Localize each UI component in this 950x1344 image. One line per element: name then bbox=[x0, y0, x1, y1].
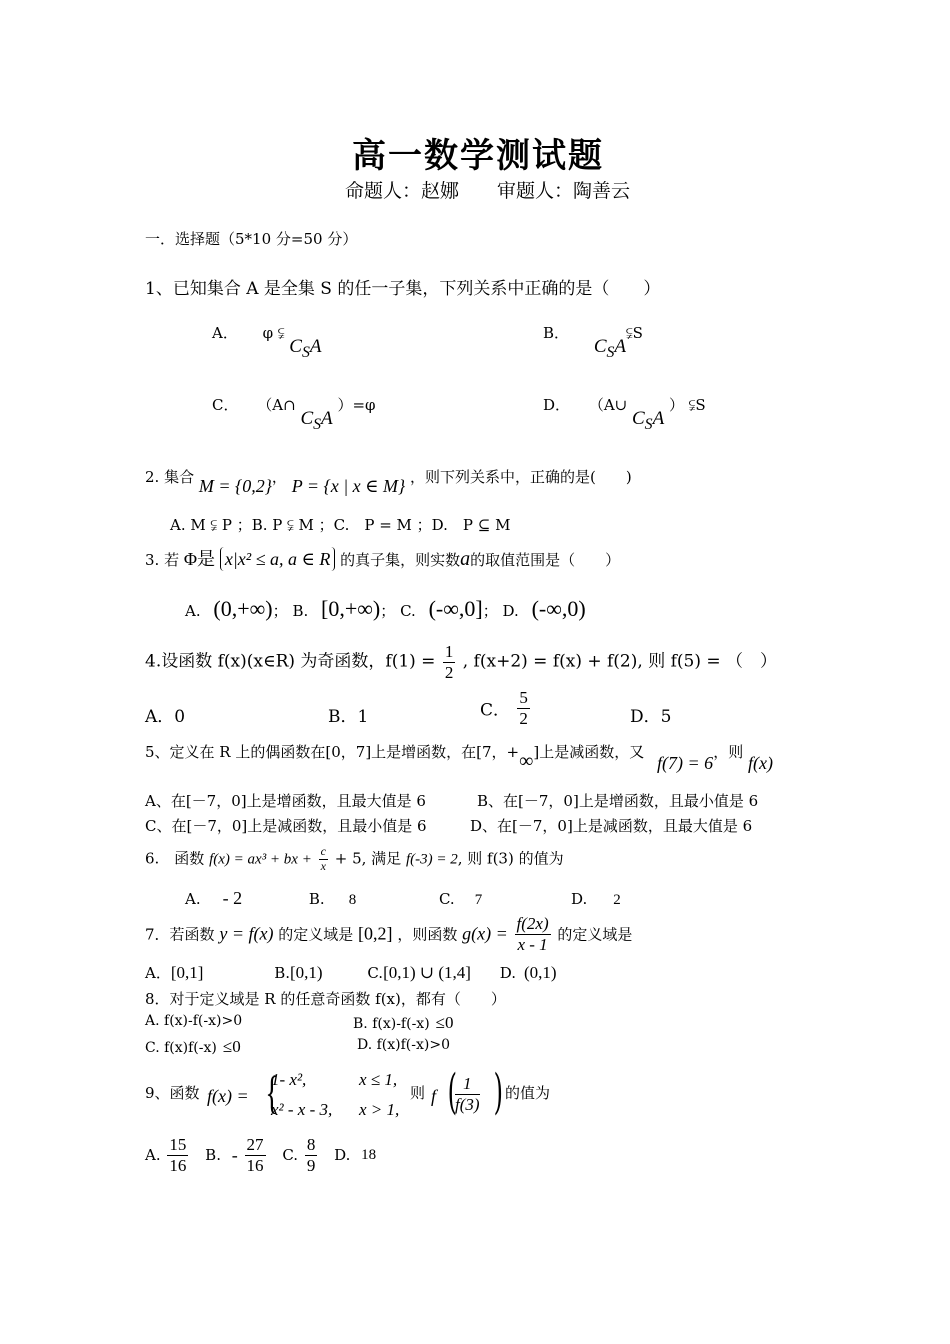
q1-option-a: A． φ ⫋ $C_SA$ bbox=[212, 324, 322, 361]
q5-option-d: D、在[－7，0]上是减函数，且最大值是 6 bbox=[470, 817, 753, 835]
q6-options: A. - 2 B. 8 C. 7 D. 2 bbox=[185, 888, 621, 908]
question-2-stem: 2. 集合 M = {0,2}， P = {x | x ∈ M} ，则下列关系中，正确的是( ) bbox=[145, 468, 632, 496]
left-paren: ( bbox=[447, 1064, 458, 1120]
question-3-stem: 3. 若 Φ是 x|x² ≤ a, a ∈ R 的真子集，则实数a的取值范围是（ ） bbox=[145, 548, 621, 570]
q1-option-d: D． （A∪ $C_SA$ ） ⫋S bbox=[543, 396, 706, 433]
q8-option-c: C. f(x)f(-x) ≤0 bbox=[145, 1037, 241, 1056]
q1-option-b: B． $C_SA⫋S$ bbox=[543, 324, 643, 361]
q7-options: A．[0,1] B.[0,1) C.[0,1) ∪ (1,4] D. (0,1) bbox=[145, 963, 557, 982]
q4-option-d: D．5 bbox=[630, 707, 672, 727]
question-2-options: A. M ⫋ P ；B. P ⫋ M ；C. P = M ；D. P ⊆ M bbox=[170, 516, 511, 534]
question-3-options: A. (0,+∞)； B. [0,+∞)； C. (-∞,0]； D. (-∞,0) bbox=[185, 596, 586, 621]
section-heading: 一．选择题（5*10 分=50 分） bbox=[145, 230, 358, 248]
authors-line: 命题人：赵娜 审题人：陶善云 bbox=[345, 180, 631, 202]
question-1-stem: 1、已知集合 A 是全集 S 的任一子集，下列关系中正确的是（ ） bbox=[145, 279, 661, 299]
question-4-stem: 4.设函数 f(x)(x∈R) 为奇函数，f(1) = $\frac{1}{2}$ , f(x+2) = f(x) + f(2), 则 f(5) = （ ） bbox=[145, 642, 778, 682]
question-6-stem: 6. 函数 f(x) = ax³ + bx + $\frac{c}{x}$ + 5, 满足 f(-3) = 2, 则 f(3) 的值为 bbox=[145, 844, 564, 873]
q1-option-c: C． （A∩ $C_SA$ ）=φ bbox=[212, 396, 376, 433]
question-5-stem: 5、定义在 R 上的偶函数在[0，7]上是增函数，在[7，+∞]上是减函数，又 f(7) = 6，则 f(x) bbox=[145, 743, 773, 773]
q4-option-c: C． $\frac{5}{2}$ bbox=[480, 688, 528, 728]
q4-option-b: B．1 bbox=[328, 707, 369, 727]
piecewise-brace: { bbox=[265, 1067, 279, 1118]
q9-options: A. $\frac{15}{16}$ B. - $\frac{27}{16}$ C. $\frac{8}{9}$ D. 18 bbox=[145, 1135, 377, 1175]
q5-option-a: A、在[－7，0]上是增函数，且最大值是 6 bbox=[145, 792, 426, 810]
q8-option-b: B. f(x)-f(-x) ≤0 bbox=[353, 1013, 454, 1032]
q8-option-d: D. f(x)f(-x)>0 bbox=[357, 1037, 450, 1053]
q8-option-a: A. f(x)-f(-x)>0 bbox=[145, 1013, 243, 1029]
q4-option-a: A．0 bbox=[145, 707, 186, 727]
q5-option-c: C、在[－7，0]上是减函数，且最小值是 6 bbox=[145, 817, 427, 835]
right-paren: ) bbox=[493, 1064, 504, 1120]
question-7-stem: 7．若函数 y = f(x) 的定义域是 [0,2] ，则函数 g(x) = $\frac{f(2x)}{x - 1}$ 的定义域是 bbox=[145, 914, 633, 954]
q5-option-b: B、在[－7，0]上是增函数，且最小值是 6 bbox=[477, 792, 759, 810]
page-title: 高一数学测试题 bbox=[352, 136, 604, 176]
question-8-stem: 8．对于定义域是 R 的任意奇函数 f(x)，都有（ ） bbox=[145, 990, 506, 1008]
